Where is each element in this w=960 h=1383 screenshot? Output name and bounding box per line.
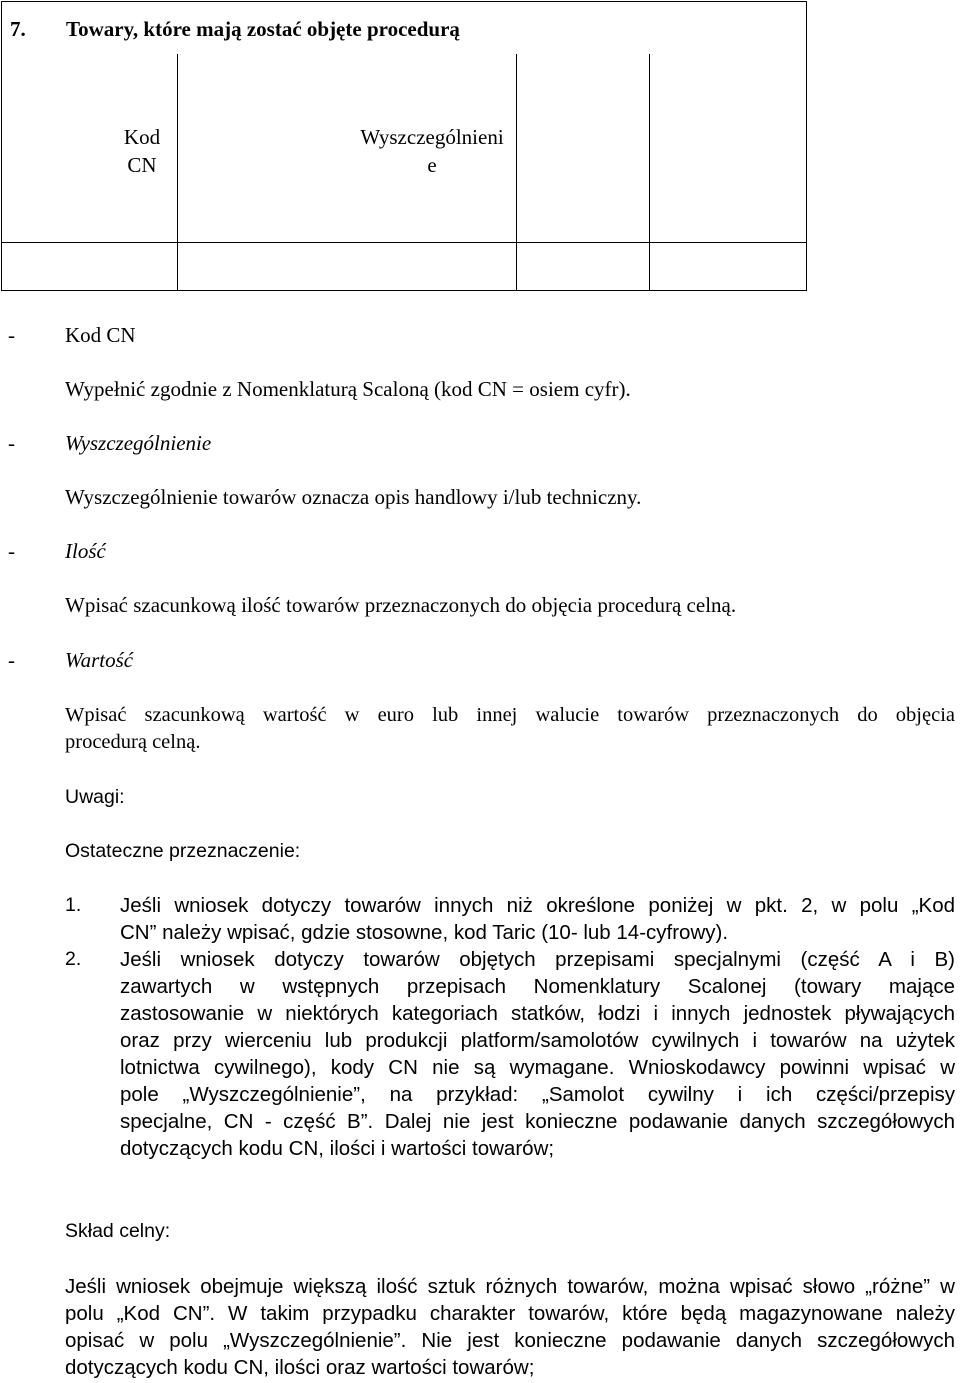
table-row-divider	[2, 242, 806, 243]
sklad-text: Jeśli wniosek obejmuje większą ilość sztuk różnych towarów, można wpisać słowo „różne” w polu „Kod CN”. W takim przypadku charakter towarów, które będą magazynowane należy opisać w polu „Wyszczególnienie”. Nie jest konieczne podawanie danych szczegółowych dotyczących kodu CN, ilości oraz wartości towarów;	[65, 1275, 955, 1379]
point-1-number: 1.	[65, 894, 82, 916]
uwagi-heading: Uwagi:	[65, 786, 125, 808]
table-divider-3	[649, 54, 650, 290]
item-desc-ilosc: Wpisać szacunkową ilość towarów przeznaczonych do objęcia procedurą celną.	[65, 593, 737, 617]
goods-form-box	[1, 1, 807, 291]
item-label-kod-cn: Kod CN	[65, 323, 136, 347]
item-label-wyszczegolnienie: Wyszczególnienie	[65, 431, 212, 455]
item-desc-kod-cn: Wypełnić zgodnie z Nomenklaturą Scaloną (kod CN = osiem cyfr).	[65, 377, 631, 401]
point-2-text: Jeśli wniosek dotyczy towarów objętych przepisami specjalnymi (część A i B) zawartych w wstępnych przepisach Nomenklatury Scalonej (towary mające zastosowanie w niektórych kategoriach statków, łodzi i innych jednostek pływających oraz przy wierceniu lub produkcji platform/samolotów cywilnych i towarów na użytek lotnictwa cywilnego), kody CN nie są wymagane. Wnioskodawcy powinni wpisać w pole „Wyszczególnienie”, na przykład: „Samolot cywilny i ich części/przepisy specjalne, CN - część B”. Dalej nie jest konieczne podawanie danych szczegółowych dotyczących kodu CN, ilości i wartości towarów;	[120, 948, 955, 1160]
column-header-wyszczegolnienie: Wyszczególnieni e	[360, 125, 504, 177]
sklad-heading: Skład celny:	[65, 1220, 171, 1242]
table-divider-2	[516, 54, 517, 290]
point-1-text: Jeśli wniosek dotyczy towarów innych niż określone poniżej w pkt. 2, w polu „Kod CN” należy wpisać, gdzie stosowne, kod Taric (10- lub 14-cyfrowy).	[120, 894, 955, 944]
column-header-kod-cn: Kod CN	[123, 125, 161, 177]
point-2-number: 2.	[65, 948, 82, 970]
item-dash: -	[8, 323, 15, 347]
item-dash: -	[8, 648, 15, 672]
item-desc-wyszczegolnienie: Wyszczególnienie towarów oznacza opis handlowy i/lub techniczny.	[65, 485, 642, 509]
item-desc-wartosc: Wpisać szacunkową wartość w euro lub innej walucie towarów przeznaczonych do objęcia procedurą celną.	[65, 704, 955, 753]
item-dash: -	[8, 431, 15, 455]
section-number: 7.	[10, 17, 26, 41]
final-use-heading: Ostateczne przeznaczenie:	[65, 840, 301, 862]
item-label-wartosc: Wartość	[65, 648, 134, 672]
section-heading	[10, 17, 460, 42]
item-dash: -	[8, 539, 15, 563]
section-title: Towary, które mają zostać objęte procedurą	[66, 17, 460, 41]
item-label-ilosc: Ilość	[65, 539, 106, 563]
